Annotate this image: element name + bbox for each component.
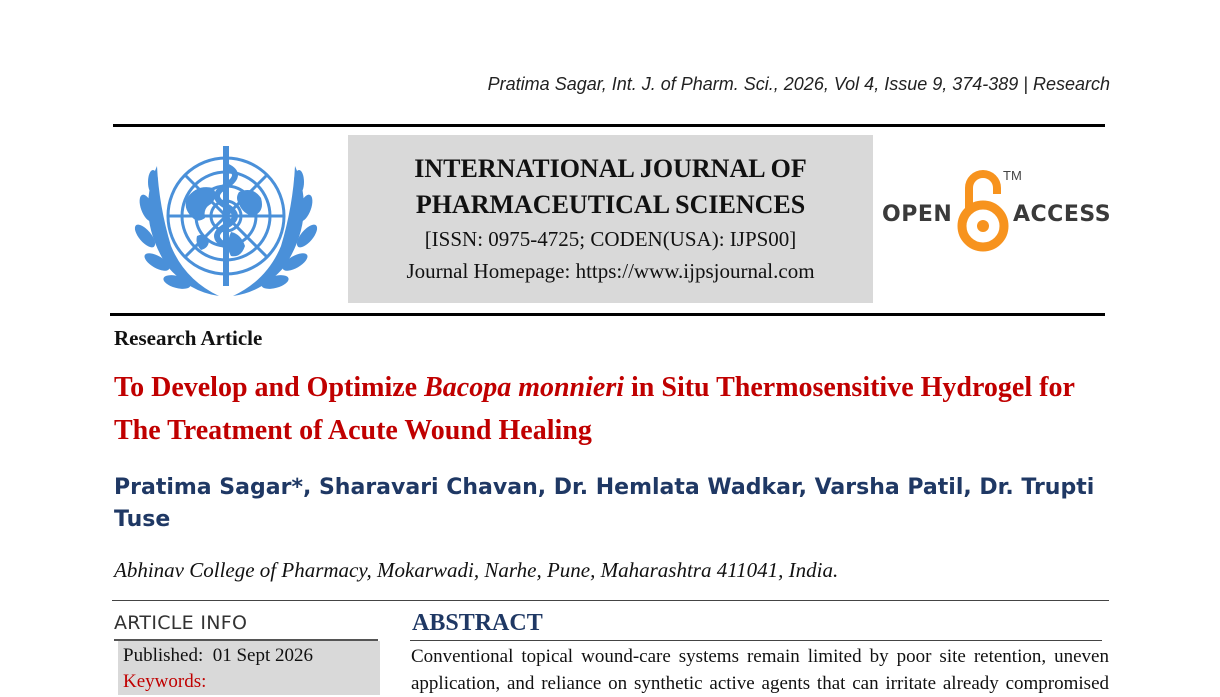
running-header: Pratima Sagar, Int. J. of Pharm. Sci., 2026, Vol 4, Issue 9, 374-389 | Research <box>487 74 1110 94</box>
title-part1: To Develop and Optimize <box>114 372 425 403</box>
open-access-word-open: OPEN <box>882 202 953 227</box>
abstract-rule <box>410 640 1102 641</box>
affiliation-rule <box>112 600 1109 601</box>
affiliation: Abhinav College of Pharmacy, Mokarwadi, Narhe, Pune, Maharashtra 411041, India. <box>114 558 839 582</box>
open-access-word-access: ACCESS <box>1013 202 1112 227</box>
title-species: Bacopa monnieri <box>424 372 625 403</box>
world-health-emblem-icon <box>127 136 325 306</box>
published-date: Published: 01 Sept 2026 <box>123 645 314 666</box>
journal-homepage[interactable]: Journal Homepage: https://www.ijpsjournal.com <box>406 259 815 283</box>
masthead-bottom-rule <box>110 313 1105 316</box>
article-type: Research Article <box>114 326 263 350</box>
journal-title <box>348 151 873 223</box>
abstract-text <box>411 643 1109 697</box>
journal-masthead <box>348 135 873 303</box>
abstract-heading: ABSTRACT <box>412 610 543 636</box>
keywords-label: Keywords: <box>123 671 207 692</box>
article-title <box>114 366 1104 452</box>
journal-title-line1: INTERNATIONAL JOURNAL OF <box>414 154 807 183</box>
journal-title-line2: PHARMACEUTICAL SCIENCES <box>415 190 806 219</box>
abstract-line-1: Conventional topical wound-care systems remain limited by poor site retention, uneven <box>411 646 1109 667</box>
masthead-top-rule <box>113 124 1105 127</box>
trademark-mark: TM <box>1003 168 1022 183</box>
issn-line: [ISSN: 0975-4725; CODEN(USA): IJPS00] <box>424 227 797 251</box>
article-info-heading: ARTICLE INFO <box>114 612 248 634</box>
title-part2: in Situ Thermosensitive Hydrogel for The Treatment of Acute Wound Healing <box>114 372 1075 446</box>
author-list: Pratima Sagar*, Sharavari Chavan, Dr. Hemlata Wadkar, Varsha Patil, Dr. Trupti Tuse <box>114 475 1095 532</box>
open-access-logo <box>880 162 1112 252</box>
abstract-line-2: application, and reliance on synthetic active agents that can irritate already compromised <box>411 673 1109 694</box>
